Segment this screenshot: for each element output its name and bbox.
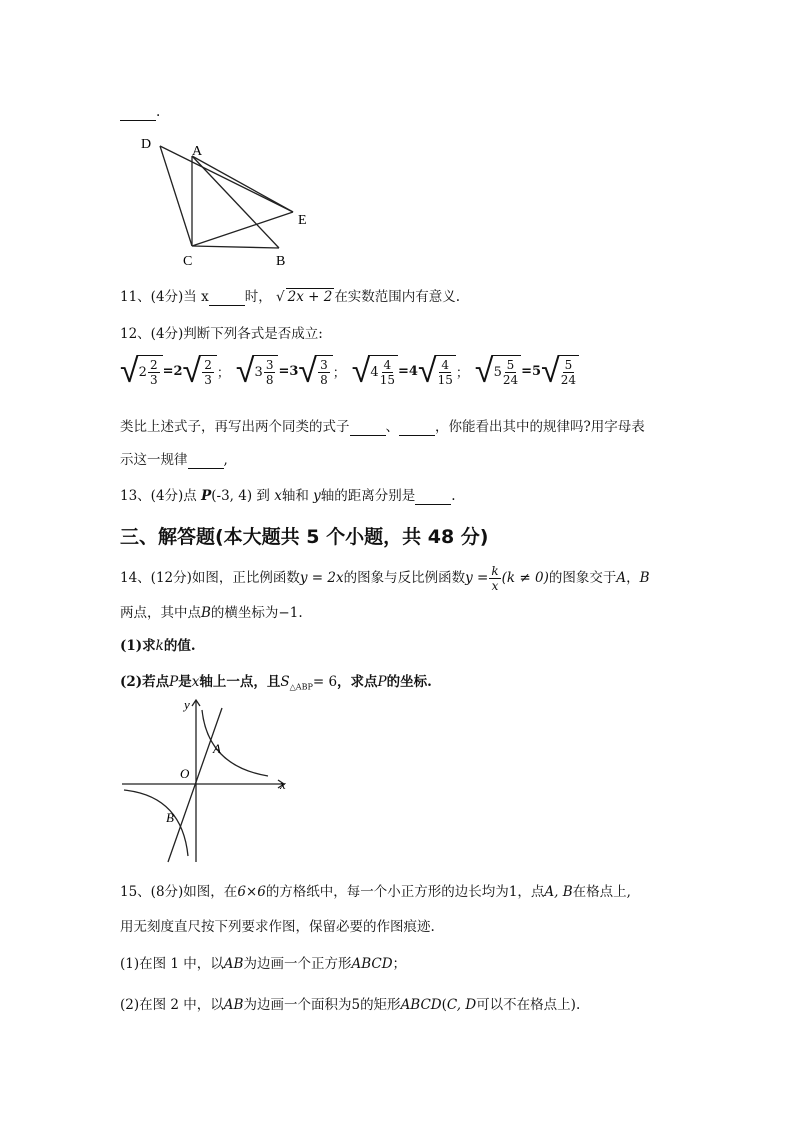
question-12-line3: 示这一规律 , (120, 452, 228, 468)
question-15-part1: (1)在图 1 中，以AB为边画一个正方形ABCD； (120, 956, 407, 972)
question-14-part1: (1)求k的值. (120, 638, 196, 654)
formula-1: √ 2 $\frac{2}{3}$ =2 √ $\frac{2}{3}$ ； (120, 351, 230, 391)
hyperbola-q3 (124, 790, 188, 856)
label-D: D (141, 137, 152, 152)
question-12-intro: 12、(4分)判断下列各式是否成立: (120, 326, 323, 342)
question-12-line2: 类比上述式子，再写出两个同类的式子 、 ，你能看出其中的规律吗?用字母表 (120, 419, 645, 435)
question-11: 11、(4分)当 x 时， √ 2x + 2 在实数范围内有意义. (120, 289, 461, 305)
answer-blank (399, 419, 435, 436)
function-graph (118, 696, 293, 866)
label-E: E (298, 213, 307, 228)
question-14-line1: 14、(12分)如图，正比例函数y = 2x的图象与反比例函数y = $\frac{k}{x}$ (k ≠ 0)的图象交于A，B (120, 564, 650, 593)
question-13: 13、(4分)点 P(-3, 4) 到 x轴和 y轴的距离分别是 . (120, 488, 456, 504)
section-heading: 三、解答题(本大题共 5 个小题，共 48 分) (120, 526, 489, 548)
label-A: A (213, 741, 221, 756)
label-x: x (280, 777, 286, 792)
question-14-line2: 两点，其中点B的横坐标为−1. (120, 605, 303, 621)
answer-blank (120, 104, 156, 121)
question-15-line2: 用无刻度直尺按下列要求作图，保留必要的作图痕迹. (120, 919, 435, 935)
label-B: B (276, 254, 286, 269)
question-15-line1: 15、(8分)如图，在6×6的方格纸中，每一个小正方形的边长均为1，点A, B在格点上, (120, 884, 631, 900)
label-A: A (192, 144, 203, 159)
label-C: C (183, 254, 193, 269)
answer-blank (415, 488, 451, 505)
line-y-2x (168, 708, 222, 862)
q10-answer-line: . (120, 104, 160, 121)
question-15-part2: (2)在图 2 中，以AB为边画一个面积为5的矩形ABCD(C, D可以不在格点上). (120, 997, 581, 1013)
answer-blank (188, 452, 224, 469)
label-y: y (184, 697, 190, 712)
hyperbola-q1 (202, 710, 268, 776)
sqrt-expression: √ 2x + 2 (276, 289, 333, 305)
formula-4: √ 5 $\frac{5}{24}$ =5 √ $\frac{5}{24}$ (475, 354, 579, 388)
triangle-figure (130, 132, 320, 272)
answer-blank (350, 419, 386, 436)
answer-blank (209, 289, 245, 306)
label-O: O (180, 766, 190, 781)
formula-3: √ 4 $\frac{4}{15}$ =4 √ $\frac{4}{15}$ ； (351, 351, 469, 391)
label-B: B (166, 810, 174, 825)
question-14-part2: (2)若点P是x轴上一点，且$S_{\triangle ABP}= 6$，求点P的坐标. (120, 674, 432, 692)
question-12-formulas (120, 351, 585, 391)
formula-2: √ 3 $\frac{3}{8}$ =3 √ $\frac{3}{8}$ ； (235, 351, 346, 391)
